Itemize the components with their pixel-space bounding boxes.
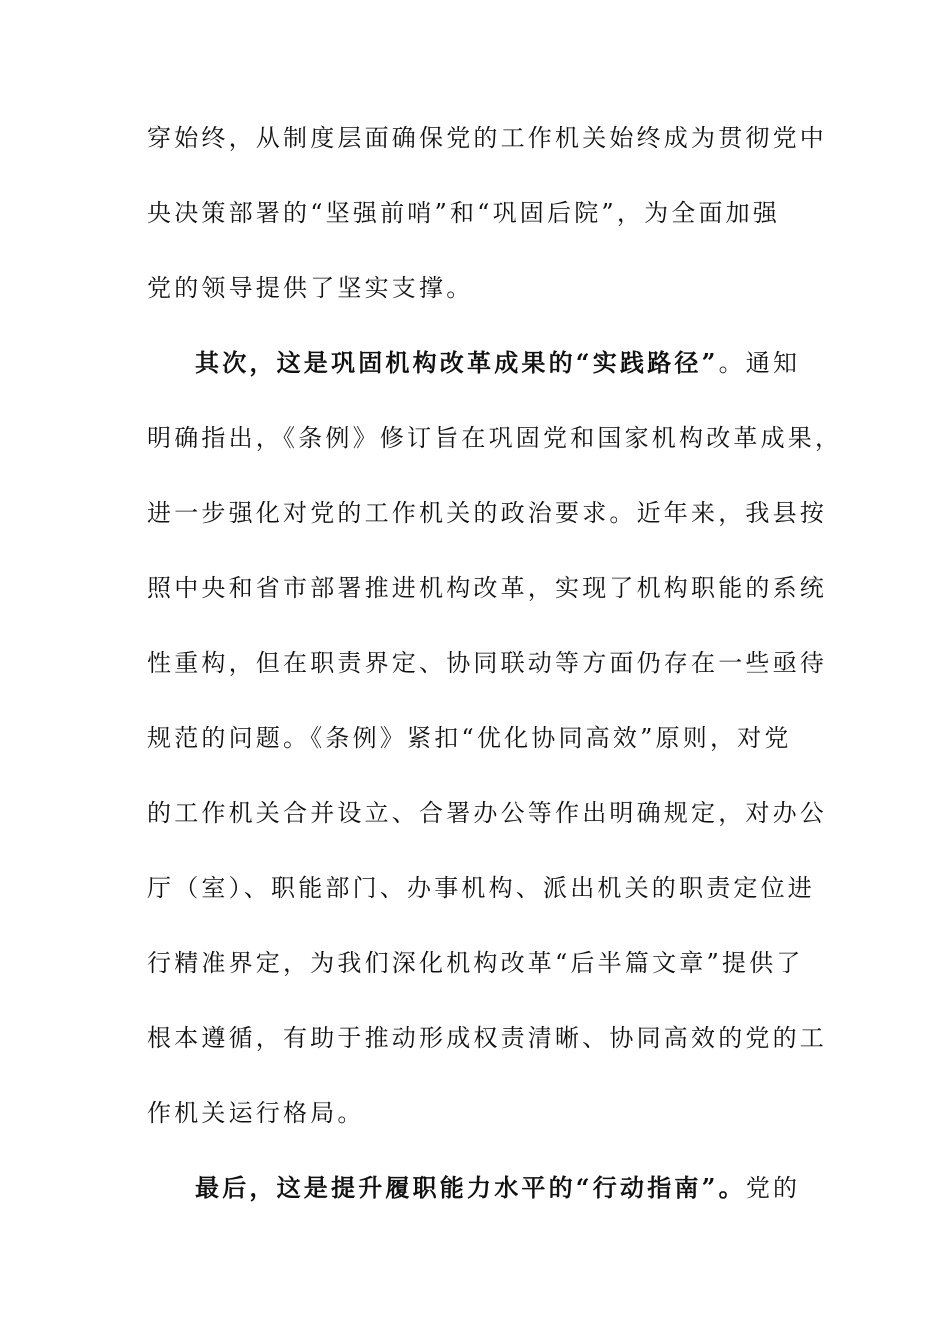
paragraph-2-line-11: 作机关运行格局。 [147, 1099, 365, 1127]
paragraph-3-first-line [195, 1168, 845, 1208]
paragraph-2-first-line [195, 343, 845, 383]
paragraph-1-line-2: 央决策部署的“坚强前哨”和“巩固后院”，为全面加强 [147, 199, 781, 227]
paragraph-2-line-4: 照中央和省市部署推进机构改革，实现了机构职能的系统 [147, 574, 827, 602]
paragraph-2-line-10: 根本遵循，有助于推动形成权责清晰、协同高效的党的工 [147, 1024, 827, 1052]
paragraph-3-heading: 最后，这是提升履职能力水平的“行动指南”。 [195, 1173, 746, 1202]
paragraph-2-line-5: 性重构，但在职责界定、协同联动等方面仍存在一些亟待 [147, 649, 827, 677]
paragraph-2-heading: 其次，这是巩固机构改革成果的“实践路径” [195, 348, 719, 377]
paragraph-2-line-6: 规范的问题。《条例》紧扣“优化协同高效”原则，对党 [147, 724, 792, 752]
paragraph-2-line-9: 行精准界定，为我们深化机构改革“后半篇文章”提供了 [147, 949, 804, 977]
paragraph-1-line-3: 党的领导提供了坚实支撑。 [147, 274, 474, 302]
paragraph-3-first-line-rest: 党的 [745, 1174, 801, 1202]
paragraph-2-line-2: 明确指出，《条例》修订旨在巩固党和国家机构改革成果， [147, 424, 843, 452]
paragraph-2-line-8: 厅（室）、职能部门、办事机构、派出机关的职责定位进 [147, 874, 815, 902]
paragraph-2-first-line-rest: 。通知 [718, 349, 801, 377]
paragraph-2-line-7: 的工作机关合并设立、合署办公等作出明确规定，对办公 [147, 799, 827, 827]
paragraph-2-line-3: 进一步强化对党的工作机关的政治要求。近年来，我县按 [147, 499, 827, 527]
paragraph-1-line-1: 穿始终，从制度层面确保党的工作机关始终成为贯彻党中 [147, 124, 827, 152]
